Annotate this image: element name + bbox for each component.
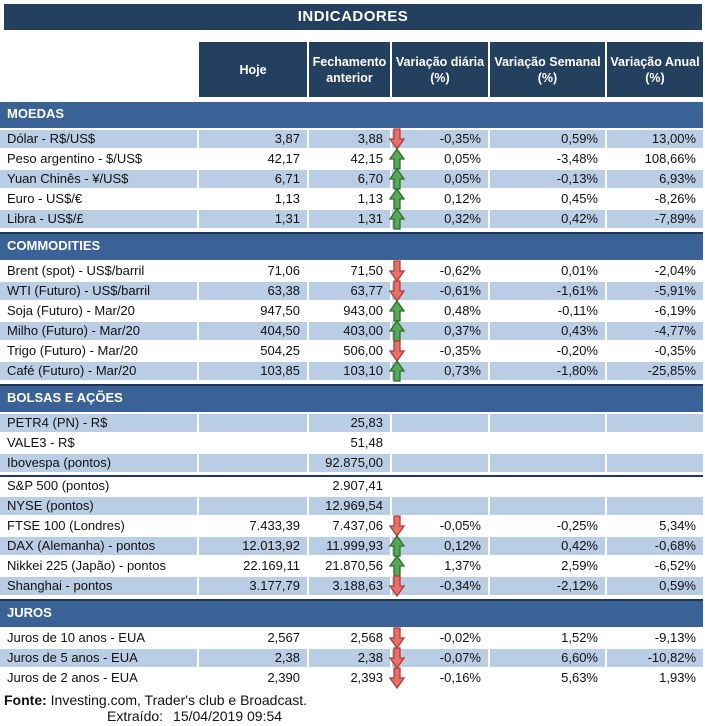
cell-variacao-anual: 0,59% — [607, 577, 703, 595]
cell-variacao-anual — [607, 454, 703, 472]
cell-fechamento: 63,77 — [309, 282, 392, 300]
row-label: Juros de 5 anos - EUA — [0, 649, 199, 667]
table-row — [0, 669, 703, 687]
cell-hoje: 1,31 — [199, 210, 309, 228]
footer — [0, 693, 705, 724]
extracted-label: Extraído: — [107, 708, 164, 724]
cell-variacao-anual: -6,52% — [654, 558, 696, 573]
cell-variacao-anual: -2,04% — [654, 263, 696, 278]
cell-variacao-anual: -9,13% — [654, 630, 696, 645]
table-row — [0, 362, 703, 380]
cell-variacao-diaria — [392, 477, 490, 495]
cell-hoje: 2,390 — [199, 669, 309, 687]
cell-variacao-diaria: -0,02% — [392, 629, 490, 647]
extracted-line — [4, 709, 705, 724]
cell-fechamento: 2,393 — [309, 669, 392, 687]
cell-variacao-diaria — [392, 414, 490, 432]
table-row — [0, 475, 703, 495]
column-header-hoje: Hoje — [199, 42, 307, 97]
cell-variacao-anual: 13,00% — [607, 130, 703, 148]
cell-fechamento: 51,48 — [309, 434, 392, 452]
cell-variacao-anual: -8,26% — [654, 191, 696, 206]
cell-variacao-semanal: -0,11% — [490, 302, 607, 320]
cell-fechamento: 3.188,63 — [309, 577, 392, 595]
cell-variacao-anual: 108,66% — [644, 151, 696, 166]
cell-fechamento: 3,88 — [309, 130, 392, 148]
row-label: NYSE (pontos) — [0, 497, 199, 515]
row-label: DAX (Alemanha) - pontos — [0, 537, 199, 555]
cell-variacao-semanal: 0,43% — [490, 322, 607, 340]
cell-hoje: 2,38 — [199, 649, 309, 667]
cell-variacao-semanal: 1,52% — [490, 629, 607, 647]
cell-variacao-diaria: -0,35% — [392, 342, 490, 360]
table-row — [0, 434, 703, 452]
cell-hoje: 3.177,79 — [199, 577, 309, 595]
cell-hoje: 42,17 — [199, 150, 309, 168]
source-text: Investing.com, Trader's club e Broadcast. — [46, 692, 308, 708]
cell-variacao-semanal: -0,13% — [490, 170, 607, 188]
cell-fechamento: 92.875,00 — [309, 454, 392, 472]
page-title: INDICADORES — [4, 4, 702, 30]
table-row — [0, 262, 703, 280]
cell-variacao-semanal: 0,01% — [490, 262, 607, 280]
table-row — [0, 577, 703, 595]
row-label: PETR4 (PN) - R$ — [0, 414, 199, 432]
cell-hoje — [199, 414, 309, 432]
column-header-variacao-diaria: Variação diária (%) — [392, 42, 488, 97]
table-row — [0, 282, 703, 300]
cell-fechamento: 25,83 — [309, 414, 392, 432]
cell-variacao-anual: -25,85% — [607, 362, 703, 380]
cell-variacao-semanal — [490, 454, 607, 472]
table-row — [0, 210, 703, 228]
cell-variacao-anual: -5,91% — [607, 282, 703, 300]
cell-variacao-semanal — [490, 414, 607, 432]
column-header-variacao-anual: Variação Anual (%) — [607, 42, 703, 97]
row-label: Ibovespa (pontos) — [0, 454, 199, 472]
table-row — [0, 629, 703, 647]
table-row — [0, 517, 703, 535]
cell-hoje — [199, 477, 309, 495]
cell-fechamento: 2,38 — [309, 649, 392, 667]
cell-hoje: 22.169,11 — [199, 557, 309, 575]
cell-hoje: 404,50 — [199, 322, 309, 340]
cell-hoje: 504,25 — [199, 342, 309, 360]
cell-variacao-anual: -6,19% — [654, 303, 696, 318]
row-label: Shanghai - pontos — [0, 577, 199, 595]
column-header-variacao-semanal: Variação Semanal (%) — [490, 42, 605, 97]
cell-variacao-anual: -0,68% — [607, 537, 703, 555]
cell-hoje: 12.013,92 — [199, 537, 309, 555]
cell-hoje: 3,87 — [199, 130, 309, 148]
cell-variacao-diaria: 0,48% — [392, 302, 490, 320]
cell-hoje: 947,50 — [199, 302, 309, 320]
cell-variacao-semanal — [490, 497, 607, 515]
row-label: Libra - US$/£ — [0, 210, 199, 228]
cell-variacao-diaria: -0,16% — [392, 669, 490, 687]
cell-hoje: 103,85 — [199, 362, 309, 380]
row-label: Peso argentino - $/US$ — [0, 150, 199, 168]
cell-fechamento: 1,31 — [309, 210, 392, 228]
section-header-moedas: MOEDAS — [0, 102, 703, 128]
cell-hoje — [199, 434, 309, 452]
table-row — [0, 342, 703, 360]
cell-fechamento: 12.969,54 — [309, 497, 392, 515]
section-header-juros: JUROS — [0, 599, 703, 627]
source-label: Fonte: — [4, 692, 47, 708]
cell-fechamento: 6,70 — [309, 170, 392, 188]
cell-fechamento: 403,00 — [309, 322, 392, 340]
cell-variacao-anual — [607, 434, 703, 452]
cell-variacao-diaria: -0,61% — [392, 282, 490, 300]
cell-variacao-diaria: 0,73% — [392, 362, 490, 380]
row-label: Trigo (Futuro) - Mar/20 — [0, 342, 199, 360]
column-header-fechamento: Fechamento anterior — [309, 42, 390, 97]
header-spacer — [0, 42, 199, 97]
cell-variacao-diaria: -0,07% — [392, 649, 490, 667]
cell-fechamento: 2.907,41 — [309, 477, 392, 495]
row-label: S&P 500 (pontos) — [0, 477, 199, 495]
cell-hoje: 63,38 — [199, 282, 309, 300]
table-row — [0, 537, 703, 555]
cell-variacao-anual: 5,34% — [659, 518, 696, 533]
cell-hoje: 1,13 — [199, 190, 309, 208]
table-row — [0, 649, 703, 667]
cell-fechamento: 506,00 — [309, 342, 392, 360]
row-label: FTSE 100 (Londres) — [0, 517, 199, 535]
cell-hoje: 2,567 — [199, 629, 309, 647]
table-row — [0, 497, 703, 515]
cell-variacao-semanal: -0,25% — [490, 517, 607, 535]
cell-variacao-diaria: 0,37% — [392, 322, 490, 340]
cell-variacao-semanal: -2,12% — [490, 577, 607, 595]
cell-variacao-semanal: -3,48% — [490, 150, 607, 168]
cell-fechamento: 943,00 — [309, 302, 392, 320]
cell-variacao-anual: -0,35% — [654, 343, 696, 358]
cell-hoje — [199, 454, 309, 472]
cell-variacao-diaria: 0,12% — [392, 537, 490, 555]
cell-fechamento: 11.999,93 — [309, 537, 392, 555]
cell-variacao-diaria — [392, 497, 490, 515]
cell-variacao-anual — [607, 414, 703, 432]
table-row — [0, 454, 703, 472]
cell-variacao-semanal: -0,20% — [490, 342, 607, 360]
cell-variacao-diaria: -0,35% — [392, 130, 490, 148]
cell-variacao-semanal: 6,60% — [490, 649, 607, 667]
extracted-datetime: 15/04/2019 09:54 — [173, 708, 283, 724]
table-row — [0, 414, 703, 432]
row-label: Café (Futuro) - Mar/20 — [0, 362, 199, 380]
row-label: Milho (Futuro) - Mar/20 — [0, 322, 199, 340]
cell-variacao-semanal: 2,59% — [490, 557, 607, 575]
cell-fechamento: 21.870,56 — [309, 557, 392, 575]
cell-variacao-semanal: 0,45% — [490, 190, 607, 208]
cell-fechamento: 1,13 — [309, 190, 392, 208]
cell-fechamento: 7.437,06 — [309, 517, 392, 535]
table-row — [0, 557, 703, 575]
cell-fechamento: 42,15 — [309, 150, 392, 168]
row-label: Juros de 2 anos - EUA — [0, 669, 199, 687]
cell-variacao-semanal: -1,61% — [490, 282, 607, 300]
cell-variacao-diaria — [392, 434, 490, 452]
row-label: Yuan Chinês - ¥/US$ — [0, 170, 199, 188]
row-label: Nikkei 225 (Japão) - pontos — [0, 557, 199, 575]
section-header-bolsas-e-acoes: BOLSAS E AÇÕES — [0, 384, 703, 412]
cell-fechamento: 103,10 — [309, 362, 392, 380]
cell-variacao-diaria: -0,05% — [392, 517, 490, 535]
cell-variacao-anual: -7,89% — [607, 210, 703, 228]
row-label: Soja (Futuro) - Mar/20 — [0, 302, 199, 320]
cell-variacao-diaria: 1,37% — [392, 557, 490, 575]
row-label: WTI (Futuro) - US$/barril — [0, 282, 199, 300]
table-row — [0, 322, 703, 340]
cell-variacao-semanal: 0,42% — [490, 537, 607, 555]
cell-variacao-semanal — [490, 434, 607, 452]
cell-variacao-diaria: -0,62% — [392, 262, 490, 280]
table-row — [0, 190, 703, 208]
cell-hoje: 6,71 — [199, 170, 309, 188]
table-row — [0, 130, 703, 148]
cell-fechamento: 2,568 — [309, 629, 392, 647]
cell-variacao-anual — [607, 497, 703, 515]
cell-variacao-semanal: -1,80% — [490, 362, 607, 380]
row-label: Dólar - R$/US$ — [0, 130, 199, 148]
cell-hoje: 7.433,39 — [199, 517, 309, 535]
cell-variacao-diaria: 0,05% — [392, 170, 490, 188]
row-label: Euro - US$/€ — [0, 190, 199, 208]
row-label: VALE3 - R$ — [0, 434, 199, 452]
cell-variacao-diaria: 0,05% — [392, 150, 490, 168]
cell-hoje — [199, 497, 309, 515]
cell-variacao-diaria: 0,32% — [392, 210, 490, 228]
section-header-commodities: COMMODITIES — [0, 232, 703, 260]
source-line — [4, 693, 705, 708]
cell-variacao-diaria: -0,34% — [392, 577, 490, 595]
cell-variacao-anual: 6,93% — [607, 170, 703, 188]
cell-variacao-anual — [607, 477, 703, 495]
cell-variacao-diaria — [392, 454, 490, 472]
cell-hoje: 71,06 — [199, 262, 309, 280]
cell-variacao-anual: -10,82% — [607, 649, 703, 667]
cell-variacao-semanal: 0,59% — [490, 130, 607, 148]
table-row — [0, 170, 703, 188]
cell-fechamento: 71,50 — [309, 262, 392, 280]
table-row — [0, 150, 703, 168]
cell-variacao-anual: -4,77% — [607, 322, 703, 340]
cell-variacao-semanal: 0,42% — [490, 210, 607, 228]
cell-variacao-anual: 1,93% — [659, 670, 696, 685]
column-headers — [0, 42, 705, 97]
cell-variacao-diaria: 0,12% — [392, 190, 490, 208]
table-row — [0, 302, 703, 320]
cell-variacao-semanal: 5,63% — [490, 669, 607, 687]
cell-variacao-semanal — [490, 477, 607, 495]
row-label: Brent (spot) - US$/barril — [0, 262, 199, 280]
row-label: Juros de 10 anos - EUA — [0, 629, 199, 647]
